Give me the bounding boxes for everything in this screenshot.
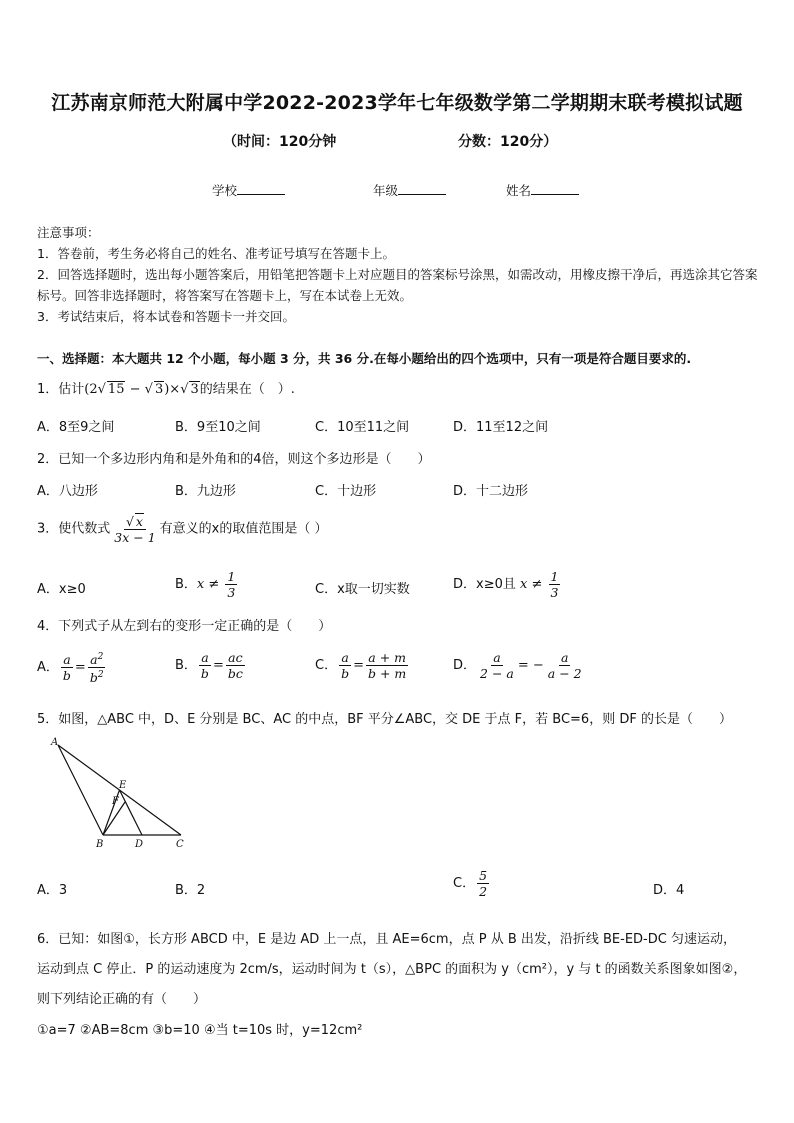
school-blank[interactable] xyxy=(237,182,285,195)
q4-option-d[interactable]: D． $\frac{a}{2 - a}$ = − $\frac{a}{a - 2}$ xyxy=(453,650,582,681)
q3-option-b-fraction: $\frac{1}{3}$ xyxy=(227,569,236,600)
q4-option-a-label: A． xyxy=(37,660,59,676)
q4-option-a[interactable]: A． $\frac{a}{b}$ = $\frac{a^2}{b^2}$ xyxy=(37,652,104,686)
label-f: F xyxy=(112,796,119,807)
question-3-prefix: 3．使代数式 xyxy=(37,521,111,537)
q4-option-d-rhs: $\frac{a}{a - 2}$ xyxy=(547,650,582,681)
name-blank[interactable] xyxy=(531,182,579,195)
q5-option-c[interactable] xyxy=(453,868,491,899)
q3-option-d[interactable] xyxy=(453,569,562,600)
section-heading: 一、选择题：本大题共 12 个小题，每小题 3 分，共 36 分.在每小题给出的四个选项中，只有一项是符合题目要求的. xyxy=(37,351,692,366)
q1-option-d[interactable]: D．11至12之间 xyxy=(453,420,549,435)
question-1-expression: (2√ 15 − √ 3)×√ 3 xyxy=(84,382,199,397)
question-5: 5．如图，△ABC 中，D、E 分别是 BC、AC 的中点，BF 平分∠ABC，交 DE 于点 F，若 BC=6，则 DF 的长是（ ） xyxy=(37,712,732,727)
question-3 xyxy=(37,513,328,545)
question-1-suffix: 的结果在（ ）. xyxy=(199,382,295,397)
note-item: 3．考试结束后，将本试卷和答题卡一并交回。 xyxy=(37,309,295,324)
q3-option-b-math: x ≠ xyxy=(196,577,224,592)
q1-option-c[interactable]: C．10至11之间 xyxy=(315,420,410,435)
q5-option-b[interactable]: B．2 xyxy=(175,883,206,898)
q2-option-d[interactable]: D．十二边形 xyxy=(453,484,529,499)
q3-option-d-label: D．x≥0且 xyxy=(453,577,516,592)
q2-option-a[interactable]: A．八边形 xyxy=(37,484,98,499)
q3-option-b-label: B． xyxy=(175,577,197,592)
q1-option-b[interactable]: B．9至10之间 xyxy=(175,420,261,435)
notes-heading: 注意事项： xyxy=(37,225,100,240)
question-3-suffix: 有意义的x的取值范围是（ ） xyxy=(159,521,328,537)
name-label: 姓名 xyxy=(506,183,532,198)
grade-field[interactable] xyxy=(373,181,446,199)
triangle-figure xyxy=(40,732,200,852)
q4-option-c-label: C． xyxy=(315,658,338,673)
question-6-line-4: ①a=7 ②AB=8cm ③b=10 ④当 t=10s 时，y=12cm² xyxy=(37,1023,363,1038)
q5-option-d[interactable]: D．4 xyxy=(653,883,685,898)
question-1 xyxy=(37,378,295,397)
question-1-prefix: 1．估计 xyxy=(37,382,85,397)
segment-ed xyxy=(120,790,143,835)
label-e: E xyxy=(119,780,127,791)
q5-option-a[interactable]: A．3 xyxy=(37,883,68,898)
label-c: C xyxy=(176,839,184,850)
q4-option-c-lhs: $\frac{a}{b}$ xyxy=(341,650,350,681)
segment-ab xyxy=(58,745,103,835)
grade-blank[interactable] xyxy=(398,182,446,195)
q5-option-c-fraction: $\frac{5}{2}$ xyxy=(479,868,488,899)
q4-option-d-lhs: $\frac{a}{2 - a}$ xyxy=(480,650,514,681)
question-4: 4．下列式子从左到右的变形一定正确的是（ ） xyxy=(37,619,332,634)
q4-option-b[interactable]: B． $\frac{a}{b}$ = $\frac{ac}{bc}$ xyxy=(175,650,243,681)
q4-option-c-rhs: $\frac{a + m}{b + m}$ xyxy=(368,650,407,681)
question-2: 2．已知一个多边形内角和是外角和的4倍，则这个多边形是（ ） xyxy=(37,452,431,467)
question-6-line-1: 6．已知：如图①，长方形 ABCD 中，E 是边 AD 上一点，且 AE=6cm，点 P 从 B 出发，沿折线 BE-ED-DC 匀速运动， xyxy=(37,932,736,947)
q3-option-a[interactable]: A．x≥0 xyxy=(37,582,86,597)
exam-time: （时间：120分钟 xyxy=(223,134,337,150)
page-title: 江苏南京师范大附属中学2022-2023学年七年级数学第二学期期末联考模拟试题 xyxy=(51,92,743,114)
question-3-fraction: $\frac{√ x}{3x - 1}$ xyxy=(114,514,156,545)
q3-option-d-fraction: $\frac{1}{3}$ xyxy=(550,569,559,600)
label-d: D xyxy=(135,839,144,850)
q1-option-a[interactable]: A．8至9之间 xyxy=(37,420,115,435)
q3-option-b[interactable] xyxy=(175,569,239,600)
q4-option-a-rhs: $\frac{a^2}{b^2}$ xyxy=(89,652,104,686)
grade-label: 年级 xyxy=(373,183,399,198)
name-field[interactable] xyxy=(506,181,579,199)
q4-option-a-lhs: $\frac{a}{b}$ xyxy=(62,652,71,684)
q3-option-d-math: x ≠ xyxy=(515,577,547,592)
school-field[interactable] xyxy=(212,181,285,199)
q4-option-b-label: B． xyxy=(175,658,197,673)
school-label: 学校 xyxy=(212,183,238,198)
q2-option-b[interactable]: B．九边形 xyxy=(175,484,236,499)
q2-option-c[interactable]: C．十边形 xyxy=(315,484,377,499)
q3-option-c[interactable]: C．x取一切实数 xyxy=(315,582,410,597)
exam-score: 分数：120分） xyxy=(458,134,558,150)
question-6-line-3: 则下列结论正确的有（ ） xyxy=(37,992,207,1007)
note-item: 1．答卷前，考生务必将自己的姓名、准考证号填写在答题卡上。 xyxy=(37,246,395,261)
q4-option-b-rhs: $\frac{ac}{bc}$ xyxy=(227,650,243,681)
q4-option-c[interactable]: C． $\frac{a}{b}$ = $\frac{a + m}{b + m}$ xyxy=(315,650,407,681)
note-item: 2．回答选择题时，选出每小题答案后，用铅笔把答题卡上对应题目的答案标号涂黑，如需改动，用橡皮擦干净后，再选涂其它答案标号。回答非选择题时，将答案写在答题卡上，写在本试卷上无效。 xyxy=(37,267,758,303)
q4-option-b-lhs: $\frac{a}{b}$ xyxy=(200,650,209,681)
q4-option-d-label: D． xyxy=(453,658,477,673)
notes-block xyxy=(37,222,762,327)
label-b: B xyxy=(96,839,104,850)
q5-option-c-label: C． xyxy=(453,876,476,891)
label-a: A xyxy=(51,737,59,748)
question-6-line-2: 运动到点 C 停止．P 的运动速度为 2cm/s，运动时间为 t（s），△BPC 的面积为 y（cm²），y 与 t 的函数关系图象如图②， xyxy=(37,962,747,977)
